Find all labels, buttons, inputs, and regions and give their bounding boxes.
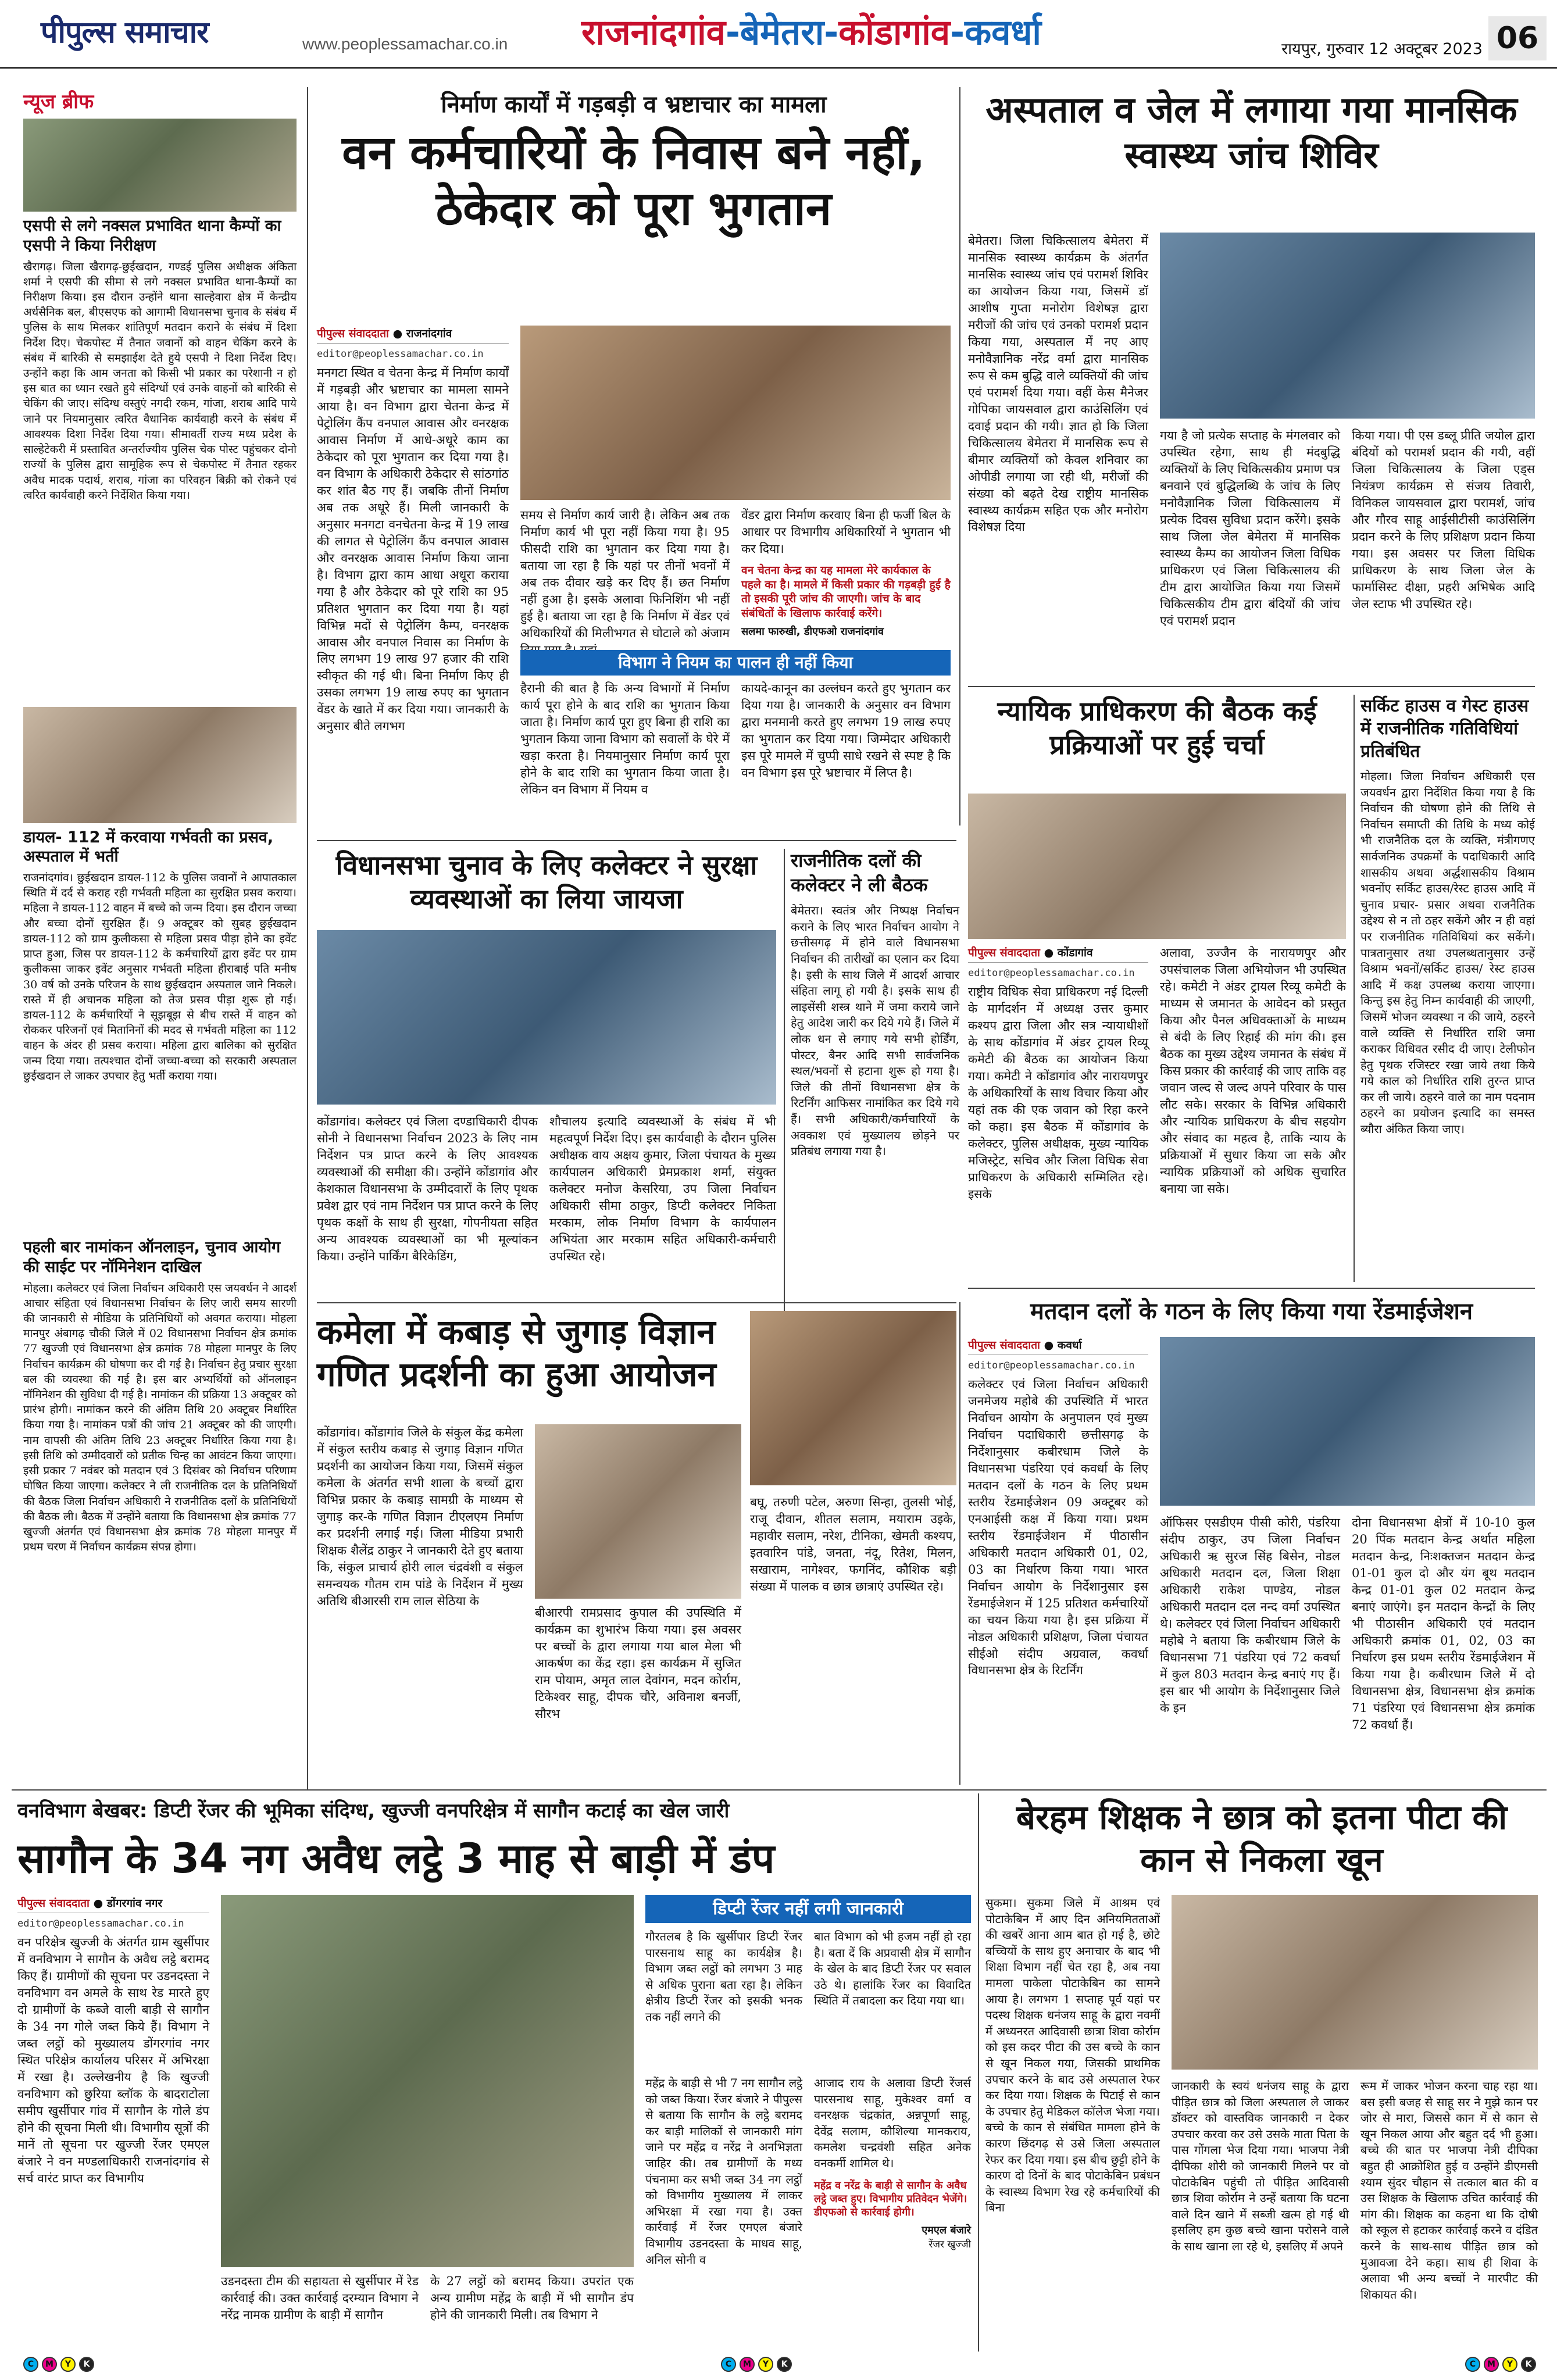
teacher-students-photo [1172,1895,1538,2070]
teak-col-1 [17,1895,209,2349]
randomization-photo [1160,1337,1535,1506]
section-divider [317,840,956,841]
teacher-col-3-text: रूम में जाकर भोजन करना चाह रहा था। बस इसी बजह से साहू सर ने मुझे कान पर जोर से मारा, जिससे कान में से कान से खून निकल आया और बहुत दर्द भी हुआ। बच्चे की बात पर भाजपा नेत्री दीपिका बहुत ही आक्रोशित हुई व उन्होंने डीएमसी श्याम सुंदर चौहान से तत्काल बात की व उस शिक्षक के खिलाफ उचित कार्रवाई की मांग की। शिक्षक का कहना था कि दोषी को स्कूल से हटाकर कार्रवाई करने व दंडित करने के साथ-साथ पीड़ित छात्र को मुआवजा देने कहा। साथ ही शिवा के अलावा भी अन्य बच्चों ने मारपीट की शिकायत की। [1360,2079,1538,2302]
teak-box-1-text: गौरतलब है कि खुर्सीपार डिप्टी रेंजर पारसनाथ साहू का कार्यक्षेत्र है। विभाग जब्त लट्ठों को लगभग 3 माह से अधिक पुराना बता रहा है। लेकिन क्षेत्रीय डिप्टी रेंजर को इसकी भनक तक नहीं लगने की [645,1929,802,2024]
forest-email: editor@peoplessamachar.co.in [317,348,484,360]
byline-name: पीपुल्स संवाददाता [317,327,389,340]
column-divider [978,1793,979,2352]
mental-col-3-text: किया गया। पी एस डब्लू प्रीति जयोल द्वारा बंदियों को परामर्श प्रदान की गयी, वहीं जिला चिकित्सालय के जिला एड्स नियंत्रण कार्यक्रम से संजय तिवारी, विनिकल जायसवाल द्वारा परामर्श, जांच और गौरव साहू आईसीटीसी काउंसिलिंग प्रदान करने के लिए प्रशिक्षण प्रदान किया गया। इस अवसर पर जिला विधिक प्राधिकरण के साथ जिला जेल के फार्मासिस्ट दीक्षा, प्रहरी अभिषेक आदि जेल स्टाफ भी उपस्थित रहे। [1352,428,1535,611]
page-number: 06 [1488,16,1547,60]
teacher-col-2-text: जानकारी के स्वयं धनंजय साहू के द्वारा पीड़ित छात्र को जिला अस्पताल ले जाकर डॉक्टर को वास्तविक जानकारी न देकर उपचार करवा कर उसे उसके माता पिता के पास गोंगला भेज दिया गया। भाजपा नेत्री दीपिका शोरी को जानकारी मिलने पर वो पोटाकेबिन पहुंची तो पीड़ित आदिवासी छात्र शिवा कोर्राम ने उन्हें बताया कि घटना वाले दिन खाने में सब्जी खत्म हो गई थी इसलिए हम कुछ बच्चे खाना परोसने वाले के साथ खाना ला रहे थे, इसलिए में अपने [1172,2079,1349,2253]
circuit-headline: सर्किट हाउस व गेस्ट हाउस में राजनीतिक गतिविधियां प्रतिबंधित [1360,696,1529,762]
teacher-col-3 [1360,2078,1538,2349]
mental-headline: अस्पताल व जेल में लगाया गया मानसिक स्वास्थ्य जांच शिविर [985,88,1517,176]
title-part-1: राजनांदगांव [581,12,726,53]
teak-col-3 [645,2075,802,2349]
teak-headline: सागौन के 34 नग अवैध लट्ठे 3 माह से बाड़ी में डंप [17,1835,775,1882]
teak-box-2-text: बात विभाग को भी हजम नहीं हो रहा है। बता दें कि अप्रवासी क्षेत्र में सागौन के खेल के बाद डिप्टी रेंजर पर सवाल उठे थे। हालांकि रेंजर का विवादित स्थिति में तबादला कर दिया गया था। [814,1929,971,2008]
section-divider [968,1288,1535,1289]
kamela-headline: कमेला में कबाड़ से जुगाड़ विज्ञान गणित प्रदर्शनी का हुआ आयोजन [317,1312,716,1394]
teak-quote: महेंद्र व नरेंद्र के बाड़ी से सागौन के अवैध लट्ठे जब्त हुए। विभागीय प्रतिवेदन भेजेंगे। डीएफओ से कार्रवाई होगी। [814,2179,967,2219]
forest-sub-col-1 [520,680,730,831]
randomization-col-2-text: ऑफिसर एसडीएम पीसी कोरी, पंडरिया संदीप ठाकुर, उप जिला निर्वाचन अधिकारी ऋ सुरज सिंह बिसेन, नोडल अधिकारी मतदान दल, जिला शिक्षा अधिकारी राकेश पाण्डेय, नोडल अधिकारी मतदान दल नन्द वर्मा उपस्थित थे। कलेक्टर एवं जिला निर्वाचन अधिकारी महोबे ने बताया कि कबीरधाम जिले के विधानसभा 71 पंडरिया एवं 72 कवर्धा में कुल 803 मतदान केन्द्र बनाएं गए हैं। इस बार भी आयोग के निर्देशानुसार जिले के इन [1160,1516,1340,1715]
kamela-col-1-text: कोंडागांव। कोंडागांव जिले के संकुल केंद्र कमेला में संकुल स्तरीय कबाड़ से जुगाड़ विज्ञान गणित प्रदर्शनी का आयोजन किया गया, जिसमें संकुल कमेला के अंतर्गत सभी शाला के बच्चों द्वारा विभिन्न प्रकार के कबाड़ सामग्री के माध्यम से जुगाड़ कर-के गणित विज्ञान टीएलएम निर्माण कर प्रदर्शनी लगाई गई। जिला मीडिया प्रभारी शिक्षक शैलेंद्र ठाकुर ने जानकारी देते हुए बताया कि, संकुल प्राचार्य होरी लाल चंद्रवंशी व संकुल समन्वयक गौतम राम पांडे के निर्देशन में मुख्य अतिथि बीआरसी राम लाल सेठिया के [317,1425,523,1608]
mental-camp-photo [1160,233,1535,419]
column-divider [1354,695,1355,1282]
teak-photo-caption-2 [430,2273,634,2349]
forest-subbox-title: विभाग ने नियम का पालन ही नहीं किया [520,650,951,676]
brief-3-body: मोहला। कलेक्टर एवं जिला निर्वाचन अधिकारी एस जयवर्धन ने आदर्श आचार संहिता एवं विधानसभा निर्वाचन के लिए जारी समय सारणी की जानकारी से मीडिया के प्रतिनिधियों को अवगत कराया। मोहला मानपुर अंबागढ़ चौकी जिले में 02 विधानसभा निर्वाचन क्षेत्र क्रमांक 77 खुज्जी एवं विधानसभा क्षेत्र क्रमांक 78 मोहला मानपुर के लिए निर्वाचन कार्यक्रम की घोषणा कर दी गई है। निर्वाचन हेतु प्रचार सुरक्षा बल की व्यवस्था की गई है। इस बार अभ्यर्थियों को ऑनलाइन नॉमिनेशन की सुविधा दी गई है। नामांकन की प्रक्रिया 13 अक्टूबर को प्रारंभ होगी। नामांकन करने की अंतिम तिथि 20 अक्टूबर निर्धारित किया गया है। नामांकन पत्रों की जांच 21 अक्टूबर को की जाएगी। नाम वापसी की अंतिम तिथि 23 अक्टूबर निर्धारित किया गया है। इसी तिथि को उम्मीदवारों को प्रतीक चिन्ह का आवंटन किया जाएगा। इसी प्रकार 7 नवंबर को मतदान एवं 3 दिसंबर को निर्वाचन परिणाम घोषित किया जाएगा। कलेक्टर ने ली राजनीतिक दल के प्रतिनिधियों की बैठक जिला निर्वाचन अधिकारी ने राजनीतिक दलों के प्रतिनिधियों की बैठक ली। बैठक में उन्होंने बताया कि विधानसभा क्षेत्र क्रमांक 77 खुज्जी अंतर्गत एवं विधानसभा क्षेत्र क्रमांक 78 मोहला मानपुर में प्रथम चरण में निर्वाचन कार्यक्रम संपन्न होगा। [23,1281,297,1554]
teak-box-col-1 [645,1929,802,2068]
teacher-col-1-text: सुकमा। सुकमा जिले में आश्रम एवं पोटाकेबिन में आए दिन अनियमितताओं की खबरें आना आम बात हो गई है, छोटे बच्चियों के साथ हुए अनाचार के बाद भी शिक्षा विभाग नहीं चेत रहा है, अब नया मामला पाकेला पोटाकेबिन का सामने आया है। लगभग 1 सप्ताह पूर्व यहां पर पदस्थ शिक्षक धनंजय साहू के द्वारा नवमीं में अध्यनरत आदिवासी छात्रा शिवा कोर्राम को इस कदर पीटा की उस बच्चे के कान से खून निकल गया, जिसकी प्राथमिक उपचार करने के बाद उसे अस्पताल रेफर कर दिया गया। शिक्षक के पिटाई से कान के उपचार हेतु मेडिकल कॉलेज भेजा गया। बच्चे के कान से संबंधित मामला होने के कारण छिंदगढ़ से उसे जिला अस्पताल रेफर कर दिया गया। इस बीच छुट्टी होने के कारण दो दिनों के बाद पोटाकेबिन प्रबंधन के स्वास्थ्य विभाग रेख रहे कर्मचारियों की बिना [985,1896,1160,2215]
mental-col-1 [968,233,1148,680]
byline-place: कोंडागांव [1057,946,1093,959]
logo-text: पीपुल्स समाचार [41,15,209,50]
teak-box-title: डिप्टी रेंजर नहीं लगी जानकारी [645,1895,971,1923]
teak-box-col-2 [814,1929,971,2068]
brief-2-body: राजनांदगांव। छुईखदान डायल-112 के पुलिस जवानों ने आपातकाल स्थिति में दर्द से कराह रही गर्भवती महिला का सुरक्षित प्रसव कराया। महिला ने डायल-112 वाहन में बच्चे को जन्म दिया। इस दौरान जच्चा और बच्चा दोनों सुरक्षित हैं। 9 अक्टूबर को सुबह छुईखदान डायल-112 को ग्राम कुलीकसा से महिला प्रसव पीड़ा होने का इवेंट प्राप्त हुआ, जिस पर डायल-112 के कर्मचारियों द्वारा इवेंट पर ग्राम कुलीकसा जाकर इवेंट अनुसार गर्भवती महिला हीराबाई पति मनीष 30 वर्ष को उनके परिजन के साथ छुईखदान अस्पताल जाने निकले। रास्ते में ही अचानक महिला को तेज प्रसव पीड़ा शुरू हो गई। डायल-112 के कर्मचारियों ने सूझबूझ से बीच रास्ते में वाहन को रोककर परिजनों एवं मितानिनों की मदद से गर्भवती महिला का 112 वाहन के अंदर ही प्रसव कराया। महिला द्वारा बालिका को सुरक्षित जन्म दिया गया। तत्पश्चात दोनों जच्चा-बच्चा को सरकारी अस्पताल छुईखदान ले जाकर उपचार हेतु भर्ती कराया गया। [23,871,297,1082]
byline-name: पीपुल्स संवाददाता [968,1339,1040,1352]
security-headline: विधानसभा चुनाव के लिए कलेक्टर ने सुरक्षा व्यवस्थाओं का लिया जायजा [335,849,758,914]
kamela-col-3 [750,1494,956,1785]
mental-col-3 [1352,427,1535,680]
title-part-2: -बेमेतरा- [725,12,839,53]
cmyk-register-mark: C M Y K [1465,2357,1536,2372]
byline-name: पीपुल्स संवाददाता [968,946,1040,959]
teak-logs-photo [221,1895,634,2267]
party-meeting-headline: राजनीतिक दलों की कलेक्टर ने ली बैठक [791,849,928,896]
teak-col-4 [814,2075,971,2349]
randomization-col-3-text: दोना विधानसभा क्षेत्रों में 10-10 कुल 20 पिंक मतदान केन्द्र अर्थात महिला मतदान केन्द्र, निःशक्तजन मतदान केन्द्र 01-01 कुल दो और यंग बूथ मतदान केन्द्र 01-01 कुल 02 मतदान केन्द्र बनाएं जाएंगे। इन मतदान केन्द्रों के लिए भी पीठासीन अधिकारी एवं मतदान अधिकारी क्रमांक 01, 02, 03 का निर्धारण इस प्रथम स्तरीय रेंडमाईजेशन में किया गया है। कबीरधाम जिले में दो विधानसभा क्षेत्र, विधानसभा क्षेत्र क्रमांक 71 पंडरिया एवं विधानसभा क्षेत्र क्रमांक 72 कवर्धा हैं। [1352,1516,1535,1732]
randomization-col-1-text: कलेक्टर एवं जिला निर्वाचन अधिकारी जनमेजय महोबे की उपस्थिति में भारत निर्वाचन आयोग के अनुपालन एवं मुख्य निर्वाचन पदाधिकारी छत्तीसगढ़ के निर्देशानुसार कबीरधाम जिले के विधानसभा पंडरिया एवं कवर्धा के लिए मतदान दलों के गठन के लिए प्रथम स्तरीय रेंडमाईजेशन 09 अक्टूबर को एनआईसी कक्ष में किया गया। प्रथम स्तरीय रेंडमाईजेशन में पीठासीन अधिकारी मतदान अधिकारी 01, 02, 03 का निर्धारण किया गया। भारत निर्वाचन आयोग के निर्देशानुसार इस रेंडमाईजेशन में 125 प्रतिशत कर्मचारियों का चयन किया गया है। इस प्रक्रिया में नोडल अधिकारी प्रशिक्षण, जिला पंचायत सीईओ संदीप अग्रवाल, कवर्धा विधानसभा क्षेत्र के रिटर्निंग [968,1377,1148,1678]
party-meeting-body: बेमेतरा। स्वतंत्र और निष्पक्ष निर्वाचन कराने के लिए भारत निर्वाचन आयोग ने छत्तीसगढ़ में होने वाले विधानसभा निर्वाचन की तारीखों का एलान कर दिया है। इसी के साथ जिले में आदर्श आचार संहिता लागू हो गयी है। इसके साथ ही लाइसेंसी शस्त्र थाने में जमा कराये जाने हेतु आदेश जारी कर दिये गये हैं। जिले में लोक धन से लगाए गये सभी होर्डिंग, पोस्टर, बैनर आदि सभी सार्वजनिक स्थल/भवनों से हटाना शुरू हो गया है। जिले की तीनों विधानसभा क्षेत्र के रिटर्निंग आफिसर नामांकित कर दिये गये हैं। सभी अधिकारी/कर्मचारियों के अवकाश एवं मुख्यालय छोड़ने पर प्रतिबंध लगाया गया है। [791,903,959,1159]
legal-meeting-photo [968,794,1346,939]
teak-col-3-text: महेंद्र के बाड़ी से भी 7 नग सागौन लट्ठे को जब्त किया। रेंजर बंजारे ने पीपुल्स से बताया कि सागौन के लट्ठे बरामद कर बाड़ी मालिकों से जानकारी मांग जाने पर महेंद्र व नरेंद्र ने अनभिज्ञता जाहिर की। तब ग्रामीणों के मध्य पंचनामा कर सभी जब्त 34 नग लट्ठों को विभागीय मुख्यालय में लाकर अभिरक्षा में रखा गया है। उक्त कार्रवाई में रेंजर एमएल बंजारे विभागीय उडनदस्ता के माधव साहू, अनिल सोनी व [645,2076,802,2267]
legal-byline: पीपुल्स संवाददाता ● कोंडागांव [968,945,1148,963]
forest-col-2 [520,507,730,646]
randomization-email: editor@peoplessamachar.co.in [968,1360,1135,1371]
security-col-1-text: कोंडागांव। कलेक्टर एवं जिला दण्डाधिकारी दीपक सोनी ने विधानसभा निर्वाचन 2023 के लिए नाम निर्देशन पत्र प्राप्त करने के लिए आवश्यक व्यवस्थाओं की समीक्षा की। उन्होंने कोंडागांव और केशकाल विधानसभा के उम्मीदवारों के लिए पृथक प्रवेश द्वार एवं नाम निर्देशन पत्र प्राप्त करने के लिए पृथक कक्षों के साथ ही सुरक्षा, गोपनीयता सहित अन्य आवश्यक व्यवस्थाओं का भी मूल्यांकन किया। उन्होंने पार्किंग बैरिकेडिंग, [317,1114,538,1263]
cmyk-register-mark: C M Y K [721,2357,792,2372]
security-col-2 [549,1113,776,1331]
forest-kicker: निर्माण कार्यों में गड़बड़ी व भ्रष्टाचार का मामला [441,91,827,118]
teak-email: editor@peoplessamachar.co.in [17,1918,184,1929]
randomization-headline: मतदान दलों के गठन के लिए किया गया रेंडमाईजेशन [1030,1298,1473,1325]
legal-col-1-text: राष्ट्रीय विधिक सेवा प्राधिकरण नई दिल्ली के मार्गदर्शन में अध्यक्ष उत्तर कुमार कश्यप द्वारा जिला और सत्र न्यायाधीशों के साथ कोंडागांव में अंडर ट्रायल रिव्यू कमेटी की बैठक का आयोजन किया गया। कमेटी ने कोंडागांव और नारायणपुर के अधिकारियों के साथ विचार किया और यहां तक की एक जवान को रिहा करने को कहा। इस बैठक में कोंडागांव के कलेक्टर, पुलिस अधीक्षक, मुख्य न्यायिक मजिस्ट्रेट, सचिव और जिला विधिक सेवा प्राधिकरण के अधिकारी सम्मिलित रहे। इसके [968,985,1148,1201]
forest-sub-1-text: हैरानी की बात है कि अन्य विभागों में निर्माण कार्य पूरा होने के बाद राशि का भुगतान किया जाता है। निर्माण कार्य पूरा हुए बिना ही राशि का भुगतान किया जाना विभाग को सवालों के घेरे में खड़ा करता है। नियमानुसार निर्माण कार्य पूरा होने के बाद राशि का भुगतान किया जाता है। लेकिन वन विभाग में नियम व [520,681,730,796]
forest-col-3-text: वेंडर द्वारा निर्माण करवाए बिना ही फर्जी बिल के आधार पर विभागीय अधिकारियों ने भुगतान भी कर दिया। [741,508,951,556]
column-divider [784,849,785,1331]
teak-cap-2-text: के 27 लट्ठों को बरामद किया। उपरांत एक अन्य ग्रामीण महेंद्र के बाड़ी में भी सागौन डंप होने की जानकारी मिली। तब विभाग ने [430,2274,634,2322]
teacher-col-2 [1172,2078,1349,2349]
issue-date: रायपुर, गुरुवार 12 अक्टूबर 2023 [1281,40,1483,58]
kamela-col-2 [535,1604,741,1785]
circuit-house-story [1360,695,1535,1288]
forest-sub-2-text: कायदे-कानून का उल्लंघन करते हुए भुगतान कर दिया गया है। जानकारी के अनुसार वन विभाग द्वारा मनमानी करते हुए लगभग 19 लाख रुपए का भुगतान कर दिया गया। जिम्मेदार अधिकारी इस पूरे मामले में चुप्पी साधे रखने से स्पष्ट है कि वन विभाग इस पूरे भ्रष्टाचार में लिप्त है। [741,681,951,780]
forest-sub-col-2 [741,680,951,831]
kamela-col-2-text: बीआरपी रामप्रसाद कुपाल की उपस्थिति में कार्यक्रम का शुभारंभ किया गया। इस अवसर पर बच्चों के द्वारा लगाया गया बाल मेला भी आकर्षण का केंद्र रहा। इस कार्यक्रम में सुजित राम पोयाम, अमृत लाल देवांगन, मदन कोर्राम, टिकेश्वर साहू, दीपक चौरे, अविनाश बनर्जी, सौरभ [535,1606,741,1721]
section-divider [968,686,1535,687]
teak-quote-author: एमएल बंजारे [922,2224,971,2236]
security-col-1 [317,1113,538,1331]
brief-1-headline: एसपी से लगे नक्सल प्रभावित थाना कैम्पों का एसपी ने किया निरीक्षण [23,217,281,255]
kamela-story [317,1311,956,1785]
brief-3-headline: पहली बार नामांकन ऑनलाइन, चुनाव आयोग की साईट पर नॉमिनेशन दाखिल [23,1238,281,1276]
mental-health-story [968,87,1535,680]
column-divider [959,1302,960,1785]
legal-col-2 [1160,945,1346,1288]
randomization-col-2 [1160,1514,1340,1785]
randomization-byline: पीपुल्स संवाददाता ● कवर्धा [968,1337,1148,1355]
randomization-story [968,1296,1535,1785]
title-part-3: कोंडागांव [838,12,951,53]
teacher-headline: बेरहम शिक्षक ने छात्र को इतना पीटा की कान से निकला खून [1016,1797,1508,1879]
forest-col-1 [317,326,509,837]
news-brief-column [23,87,297,1785]
byline-name: पीपुल्स संवाददाता [17,1897,90,1910]
randomization-col-3 [1352,1514,1535,1785]
teak-cap-1-text: उडनदस्ता टीम की सहायता से खुर्सीपार में रेड कार्रवाई की। उक्त कार्रवाई दरम्यान विभाग ने नरेंद्र नामक ग्रामीण के बाड़ी में सागौन [221,2274,419,2322]
forest-headline: वन कर्मचारियों के निवास बने नहीं, ठेकेदार को पूरा भुगतान [342,126,926,235]
forest-building-photo [520,326,951,500]
mental-col-2 [1160,427,1340,680]
kamela-col-3-text: बघू, तरुणी पटेल, अरुणा सिन्हा, तुलसी भोई, राजू दीवान, शीतल सलाम, मयाराम उइके, महावीर सलाम, नरेश, टीनिका, खेमती कश्यप, इतवारिन पांडे, जनता, नंदू, रितेश, मिलन, सखाराम, नागेश्वर, फगनिंद, कौशिक बड़ी संख्या में पालक व छात्र छात्राएं उपस्थित रहे। [750,1495,956,1593]
cmyk-register-mark: C M Y K [23,2357,94,2372]
forest-col-2-text: समय से निर्माण कार्य जारी है। लेकिन अब तक निर्माण कार्य भी पूरा नहीं किया गया है। 95 फीसदी राशि का भुगतान कर दिया गया है। बताया जा रहा है कि यहां पर तीनों भवनों में अब तक दीवार खड़े कर दिए हैं। छत निर्माण नहीं हुआ है। इसके अलावा फिनिशिंग भी नहीं हुई है। बताया जा रहा है कि निर्माण में वेंडर एवं अधिकारियों की मिलीभगत से घोटाले को अंजाम [520,508,730,640]
forest-quote: वन चेतना केन्द्र का यह मामला मेरे कार्यकाल के पहले का है। मामले में किसी प्रकार की गड़बड़ी हुई है तो इसकी पूरी जांच की जाएगी। जांच के बाद संबंधितों के खिलाफ कार्रवाई करेंगे। [741,563,951,620]
brief-1-body: खैरागढ़। जिला खैरागढ़-छुईखदान, गण्डई पुलिस अधीक्षक अंकिता शर्मा ने एसपी की सीमा से लगे नक्सल प्रभावित थाना-कैम्पों का निरीक्षण किया। इस दौरान उन्होंने थाना साल्हेवारा क्षेत्र में केन्द्रीय अर्धसैनिक बल, बीएसएफ को आगामी विधानसभा चुनाव के संबंध में पुलिस के साथ मिलकर शांतिपूर्ण मतदान कराने के संबंध में दिशा निर्देश दिए। चेकपोस्ट में तैनात जवानों को वाहन चेकिंग करने के संबंध में बारिकी से समझाईश देते हुये एसपी ने दिशा निर्देश दिए। उन्होंने कहा कि आम जनता को किसी भी प्रकार का परेशानी न हो इस बात का ध्यान रखते हुये संदिग्धों एवं उनके वाहनों को बारिकी से चेकिंग की जाए। संदिग्ध वस्तुएं नगदी रकम, गांजा, शराब आदि पाये जाने पर नियमानुसार त्वरित वैधानिक कार्यवाही करने के संबंध में आवश्यक दिशा निर्देश दिया गया। सीमावर्ती राज्य मध्य प्रदेश के साल्हेटेकरी में प्रस्तावित अन्तर्राज्यीय पुलिस चेक पोस्ट पहुंचकर दोनो राज्यों के पुलिस द्वारा सामूहिक रूप से चेकपोस्ट में तैनात रहकर अवैध मादक पदार्थ, शराब, गांजा का परिवहन बिक्री को रोकने एवं त्वरित कार्यवाही करने निर्देशित किया गया। [23,260,297,502]
circuit-body: मोहला। जिला निर्वाचन अधिकारी एस जयवर्धन द्वारा निर्देशित किया गया है कि निर्वाचन की घोषणा होने की तिथि से निर्वाचन समाप्ती की तिथि के मध्य कोई भी राजनैतिक दल के व्यक्ति, मंत्रीगणए सार्वजनिक उपक्रमों के पदाधिकारी आदि शासकीय अथवा अर्द्धशासकीय विश्राम भवनोंए सर्किट हाउस/रेस्ट हाउस आदि में चुनाव प्रचार- प्रसार अथवा राजनैतिक उद्देश्य से न तो ठहर सकेंगे और न ही वहां पर राजनीतिक गतिविधियां कर सकेंगे। पात्रतानुसार तथा उपलब्धतानुसार उन्हें विश्राम भवनों/सर्किट हाउस/ रेस्ट हाउस आदि में कक्ष उपलब्ध कराया जाएगा। किन्तु इस हेतु निम्न कार्यवाही की जाएगी, जिसमें भोजन व्यवस्था न की जाये, ठहरने वाले व्यक्ति से निर्धारित राशि जमा कराकर विधिवत रसीद दी जाए। टेलीफोन हेतु पृथक रजिस्टर रखा जाये तथा किये गये काल को निर्धारित राशि तुरन्त प्राप्त कर ली जाये। ठहरने वाले का नाम पदनाम ठहरने का प्रयोजन इत्यादि का समस्त ब्यौरा अंकित किया जाए। [1360,769,1535,1137]
section-divider [317,1302,956,1303]
teak-kicker: वनविभाग बेखबर: डिप्टी रेंजर की भूमिका संदिग्ध, खुज्जी वनपरिक्षेत्र में सागौन कटाई का खेल जारी [17,1799,730,1822]
byline-place: राजनांदगांव [406,327,452,340]
news-brief-label: न्यूज ब्रीफ [23,90,94,113]
randomization-col-1 [968,1337,1148,1785]
legal-col-2-text: अलावा, उज्जैन के नारायणपुर और उपसंचालक जिला अभियोजन भी उपस्थित रहे। कमेटी ने अंडर ट्रायल रिव्यू कमेटी के माध्यम से जमानत के आवेदन को प्रस्तुत किया और पैनल अधिवक्ताओं के माध्यम से बंदी के लिए रिहाई की मांग की। इस बैठक का मुख्य उद्देश्य जमानत के संबंध में किस प्रकार की कार्रवाई की जाए ताकि वह जवान जल्द से जल्द अपने परिवार के पास लौट सके। सरकार के विभिन्न अधिकारी और न्यायिक प्राधिकरण के बीच सहयोग और संवाद का महत्व है, ताकि न्याय के प्रक्रियाओं में सुधार किया जा सके और न्यायिक प्रक्रियाओं को अधिक सुचारित बनाया जा सके। [1160,946,1346,1196]
teak-col-4-text: आजाद राय के अलावा डिप्टी रेंजर्स पारसनाथ साहू, मुकेश्वर वर्मा व वनरक्षक चंद्रकांत, अन्नपूर्णा साहू, देवेंद्र सलाम, कौशिल्या मानकराय, कमलेश चन्द्रवंशी सहित अनेक वनकर्मी शामिल थे। [814,2076,971,2170]
site-url: www.peoplessamachar.co.in [302,35,508,53]
teak-byline: पीपुल्स संवाददाता ● डोंगरगांव नगर [17,1895,209,1913]
brief-photo-police [23,119,297,212]
security-photo [317,930,776,1105]
section-divider [12,1789,1547,1791]
teak-story [17,1796,971,2349]
column-divider [307,87,308,1791]
security-col-2-text: शौचालय इत्यादि व्यवस्थाओं के संबंध में भी महत्वपूर्ण निर्देश दिए। इस कार्यवाही के दौरान पुलिस अधीक्षक वाय अक्षय कुमार, जिला पंचायत के मुख्य कार्यपालन अधिकारी प्रेमप्रकाश शर्मा, संयुक्त कलेक्टर मनोज केसरिया, उप जिला निर्वाचन अधिकारी सीमा ठाकुर, डिप्टी कलेक्टर निकिता मरकाम, लोक निर्माण विभाग के कार्यपालन अभियंता आर मरकाम सहित अधिकारी-कर्मचारी उपस्थित रहे। [549,1114,776,1263]
column-divider [959,87,960,826]
security-story [317,849,776,1331]
byline-place: डोंगरगांव नगर [106,1897,163,1910]
teacher-col-1 [985,1895,1160,2349]
brief-2-headline: डायल- 112 में करवाया गर्भवती का प्रसव, अस्पताल में भर्ती [23,828,274,866]
mental-col-1-text: बेमेतरा। जिला चिकित्सालय बेमेतरा में मानसिक स्वास्थ्य कार्यक्रम के अंतर्गत मानसिक स्वास्थ्य जांच एवं परामर्श शिविर का आयोजन किया गया, जिसमें डॉ आशीष गुप्ता मनोरोग विशेषज्ञ द्वारा मरीजों की जांच एवं उनको परामर्श प्रदान किया गया, अस्पताल में नए आए मनोवैज्ञानिक नरेंद्र वर्मा द्वारा मानसिक रूप से कम बुद्धि वाले व्यक्तियों की जांच एवं परामर्श दिया गया। वहीं केस मैनेजर गोपिका जायसवाल द्वारा काउंसिलिंग एवं दवाई प्रदान की गयी। ज्ञात हो कि जिला चिकित्सालय बेमेतरा में मानसिक रूप से बीमार व्यक्तियों को केवल शनिवार का ओपीडी लगाया जा रही थी, मरीजों की संख्या को बढ़ते देख राष्ट्रीय मानसिक स्वास्थ्य कार्यक्रम सहित एक और मनोरोग विशेषज्ञ दिया [968,234,1148,534]
forest-story [317,87,951,837]
forest-byline: पीपुल्स संवाददाता ● राजनांदगांव [317,326,509,344]
legal-col-1 [968,945,1148,1288]
teak-photo-caption-1 [221,2273,419,2349]
teak-col-1-text: वन परिक्षेत्र खुज्जी के अंतर्गत ग्राम खुर्सीपार में वनविभाग ने सागौन के अवैध लट्ठे बरामद किए हैं। ग्रामीणों की सूचना पर उडनदस्ता ने वनविभाग वन अमले के साथ रेड मारते हुए दो ग्रामीणों के कब्जे वाली बाड़ी से सागौन के 34 नग गोले जब्त किये हैं। विभाग ने जब्त लट्ठों को मुख्यालय डोंगरगांव नगर स्थित परिक्षेत्र कार्यालय परिसर में अभिरक्षा में रखा है। उल्लेखनीय है कि खुज्जी वनविभाग को छुरिया ब्लॉक के बादराटोला समीप खुर्सीपार गांव में सागौन के गोले डंप होने की सूचना मिली थी। विभागीय सूत्रों की मानें तो सूचना पर खुज्जी रेंजर एमएल बंजारे ने वन मण्डलाधिकारी राजनांदगांव से सर्च वारंट प्राप्त कर विभागीय [17,1935,209,2185]
newspaper-logo [41,10,285,57]
page-section-title [581,7,1192,60]
kamela-col-1 [317,1424,523,1785]
legal-authority-story [968,695,1346,1288]
masthead [0,0,1557,69]
forest-col-3 [741,507,951,646]
legal-email: editor@peoplessamachar.co.in [968,967,1135,979]
brief-photo-dial112 [23,707,297,823]
teak-quote-role: रेंजर खुज्जी [929,2238,971,2250]
forest-col-1-text: मनगटा स्थित व चेतना केन्द्र में निर्माण कार्यों में गड़बड़ी और भ्रष्टाचार का मामला सामने आया है। वन विभाग द्वारा चेतना केन्द्र में पेट्रोलिंग कैंप वनपाल आवास और वनरक्षक आवास निर्माण में आधे-अधूरे काम का ठेकेदार को पूरा भुगतान कर दिया गया है। वन विभाग के अधिकारी ठेकेदार से सांठगांठ कर शांत बैठ गए हैं। जबकि तीनों निर्माण अब तक अधूरे हैं। मिली जानकारी के अनुसार मनगटा वनचेतना केन्द्र में 19 लाख की लागत से पेट्रोलिंग कैंप वनपाल आवास और वनरक्षक आवास निर्माण किया जाना है। विभाग द्वारा काम आधा अधूरा कराया गया है और ठेकेदार को पूरे राशि का 95 प्रतिशत भुगतान कर दिया गया है। यहां विभिन्न मदों से पेट्रोलिंग कैम्प, वनरक्षक आवास और वनपाल निवास का निर्माण के लिए लगभग 19 लाख 97 हजार की राशि स्वीकृत की गई थी। बिना निर्माण किए ही उसका लगभग 19 लाख रुपए का भुगतान वेंडर के खाते में कर दिया गया। जानकारी के अनुसार बीते लगभग [317,366,509,734]
kamela-exhibition-photo [750,1311,956,1485]
party-meeting-story [791,849,959,1331]
kamela-students-photo [535,1424,741,1599]
mental-col-2-text: गया है जो प्रत्येक सप्ताह के मंगलवार को उपस्थित रहेगा, साथ ही मंदबुद्धि व्यक्तियों के लिए चिकित्सकीय प्रमाण पत्र बनवाने एवं बुद्धिलब्धि के जांच के लिए मनोवैज्ञानिक जिला चिकित्सालय में प्रत्येक दिवस सुविधा प्रदान करेंगे। इसके साथ जिला जेल बेमेतरा में मानसिक स्वास्थ्य कैम्प का आयोजन जिला विधिक प्राधिकरण एवं जिला चिकित्सालय की टीम द्वारा आयोजित किया गया जिसमें चिकित्सकीय टीम द्वारा बंदियों की जांच एवं परामर्श प्रदान [1160,428,1340,628]
teacher-story [985,1796,1538,2349]
forest-quote-author: सलमा फारुखी, डीएफओ राजनांदगांव [741,625,884,638]
byline-place: कवर्धा [1057,1339,1082,1352]
legal-headline: न्यायिक प्राधिकरण की बैठक कई प्रक्रियाओं पर हुई चर्चा [997,695,1317,760]
title-part-4: -कवर्धा [950,12,1041,53]
